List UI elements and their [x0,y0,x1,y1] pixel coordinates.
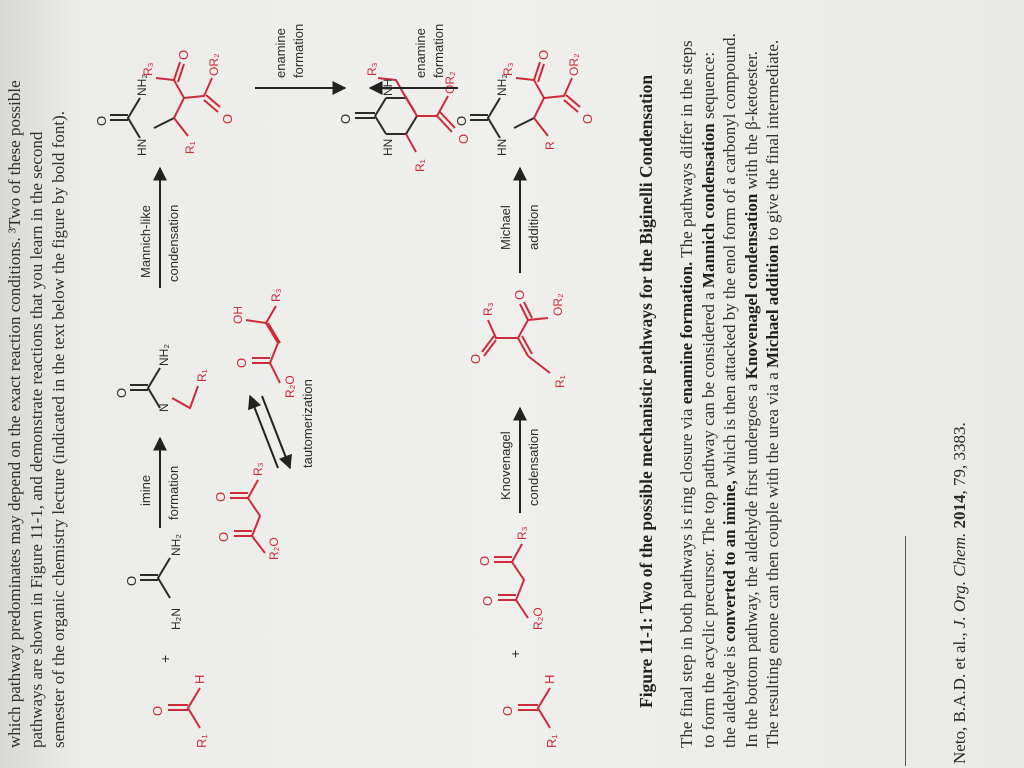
arrow-label: Michael [498,205,513,250]
atom-label: O [536,49,551,60]
atom-label: HN [381,138,395,156]
tautomerization-reverse-arrow [262,396,290,468]
arrow-label: addition [526,204,541,250]
body-bold-2: Mannich condensation [698,123,718,289]
body-text-2: The pathways differ in the steps to form the acyclic precursor. The top pathway can be considered a [677,40,718,748]
atom-label: R₂O [267,537,281,560]
mannich-product [110,62,220,138]
atom-label: O [580,113,595,124]
tautomerization-forward-arrow [250,396,278,468]
atom-label: O [500,705,515,716]
biginelli-scheme [80,0,640,768]
atom-label: OR₂ [567,53,581,76]
plus-sign: + [507,649,523,658]
atom-label: O [454,115,469,126]
atom-label: O [338,113,353,124]
arrow-label: formation [166,465,181,520]
arrow-label: enamine [273,28,288,78]
arrow-label: tautomerization [300,379,315,468]
atom-label: R₂O [531,607,545,630]
body-text-6: to give the final intermediate. [763,39,782,245]
body-text-3: sequence: the aldehyde is [698,51,739,748]
atom-label: N [157,403,171,412]
bottom-ketoester [494,544,528,618]
arrow-label: formation [291,23,306,78]
reference-year: 2014 [950,494,969,533]
atom-label: NH₂ [495,74,509,96]
atom-label: O [213,491,228,502]
body-bold-1: enamine formation. [677,261,696,405]
footnote-divider [905,536,906,766]
atom-label: H [192,674,207,684]
atom-label: R₂O [283,375,297,398]
atom-label: H [542,674,557,684]
atom-label: OR₂ [207,53,221,76]
top-ketoester [230,480,265,553]
arrow-label: condensation [166,204,181,282]
intro-line-3: semester of the organic chemistry lecture (indicated in the text below the figure by bold font). [49,111,68,748]
body-bold-4: Knovenagel condensation [741,193,761,380]
atom-label: HN [135,138,149,156]
atom-label: H₂N [169,608,183,630]
atom-label: O [114,387,129,398]
atom-label: R₃ [251,462,265,476]
reference-authors: Neto, B.A.D. et al., [950,628,969,764]
atom-label: O [220,113,235,124]
atom-label: OR₂ [551,293,565,316]
intro-line-1: which pathway predominates may depend on the exact reaction conditions. ³Two of these possible [5,80,24,748]
atom-label: R₁ [553,375,567,388]
atom-label: R [543,141,557,150]
atom-label: R₃ [141,62,155,76]
atom-label: R₃ [481,302,495,316]
atom-label: R₃ [501,62,515,76]
reference-journal: J. Org. Chem. [950,532,969,629]
biginelli-product [355,78,455,152]
intro-line-2: pathways are shown in Figure 11-1, and demonstrate reactions that you learn in the second [27,131,46,748]
michael-product [470,62,580,138]
top-aldehyde [168,688,200,728]
atom-label: O [176,49,191,60]
arrow-label: Mannich-like [138,205,153,278]
atom-label: O [477,555,492,566]
atom-label: R₁ [413,159,427,172]
bottom-aldehyde [518,688,550,728]
atom-label: R₃ [269,288,283,302]
arrow-label: imine [138,474,153,506]
atom-label: R₃ [365,62,379,76]
atom-label: R₃ [515,526,529,540]
atom-label: NH [381,78,395,96]
atom-label: O [480,595,495,606]
reference-rest: , 79, 3383. [950,422,969,495]
atom-label: OR₂ [443,71,457,94]
atom-label: O [216,531,231,542]
atom-label: O [456,133,471,144]
arrow-label: formation [431,23,446,78]
arrow-label: condensation [526,428,541,506]
atom-label: OH [231,306,245,324]
body-bold-5: Michael addition [763,244,782,368]
atom-label: O [234,357,249,368]
body-paragraph [676,28,784,748]
top-urea [140,558,170,598]
atom-label: R₁ [195,369,209,382]
plus-sign: + [157,654,173,663]
atom-label: NH₂ [157,344,171,366]
body-text-1: The final step in both pathways is ring closure via [677,404,696,748]
atom-label: HN [495,138,509,156]
enol-intermediate [246,306,280,383]
reference-citation [950,422,970,764]
atom-label: O [512,289,527,300]
atom-label: R₁ [194,734,209,748]
atom-label: O [468,353,483,364]
atom-label: O [94,115,109,126]
atom-label: R₁ [544,734,559,748]
atom-label: R₁ [183,141,197,154]
arrow-label: Knovenagel [498,431,513,500]
figure-caption: Figure 11-1: Two of the possible mechanistic pathways for the Biginelli Condensation [636,74,656,708]
atom-label: O [150,705,165,716]
atom-label: O [124,575,139,586]
body-text-5: with the β-ketoester. The resulting enone can then couple with the urea via a [741,50,782,748]
body-bold-3: converted to an imine, [720,480,739,642]
atom-label: NH₂ [169,534,183,556]
atom-label: NH₂ [135,74,149,96]
body-text-4: which is then attacked by the enol form of a carbonyl compound. In the bottom pathway, the aldehyde first undergoes a [720,33,761,748]
imine-intermediate [130,368,198,408]
arrow-label: enamine [413,28,428,78]
